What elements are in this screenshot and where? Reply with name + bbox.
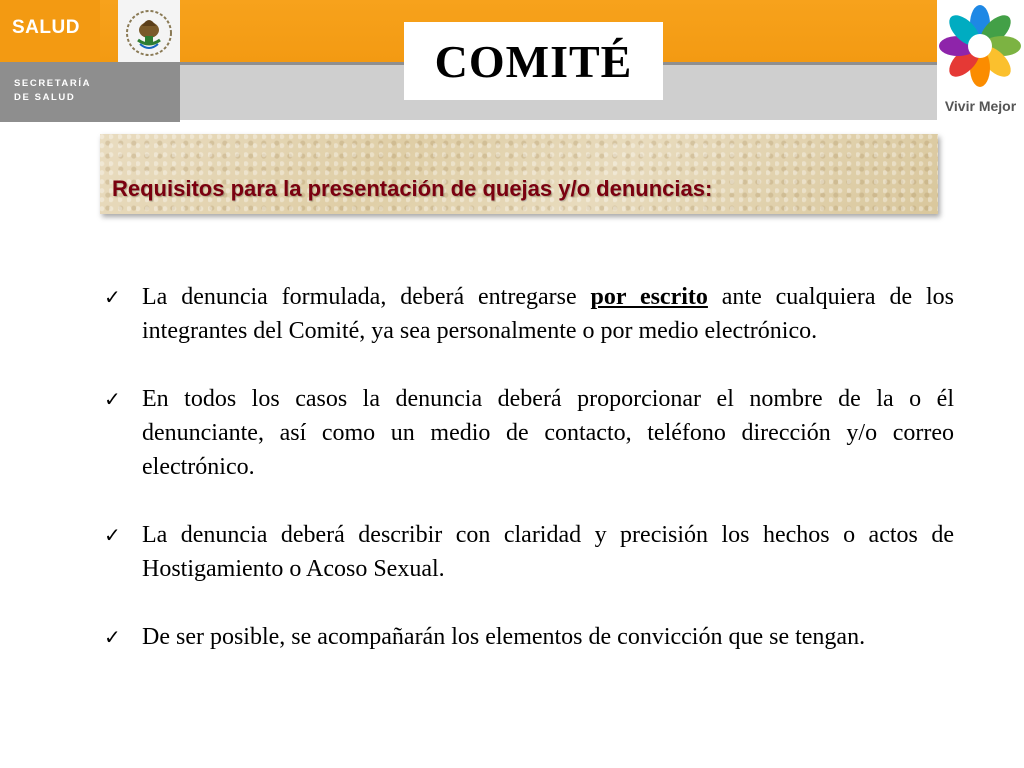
checkmark-icon: ✓ — [104, 387, 121, 411]
salud-logo — [0, 0, 100, 62]
checkmark-icon: ✓ — [104, 523, 121, 547]
bullet-2-text: En todos los casos la denuncia deberá proporcionar el nombre de la o él denunciante, así como un medio de contacto, teléfono dirección y/o correo electrónico. — [142, 386, 954, 480]
checkmark-icon: ✓ — [104, 625, 121, 649]
list-item — [104, 382, 954, 484]
bullet-1-pre: La denuncia formulada, deberá entregarse — [142, 284, 591, 310]
vivir-mejor-label: Vivir Mejor — [944, 98, 1017, 114]
bullet-4-text: De ser posible, se acompañarán los elementos de convicción que se tengan. — [142, 624, 866, 650]
page-title: COMITÉ — [434, 35, 633, 87]
list-item — [104, 280, 954, 348]
salud-brand-text: SALUD — [12, 17, 80, 38]
mexican-coat-of-arms-icon — [118, 0, 180, 62]
department-line-2: DE SALUD — [14, 92, 76, 103]
vivir-mejor-flower-icon — [937, 0, 1024, 96]
list-item — [104, 518, 954, 586]
department-line-1: SECRETARÍA — [14, 78, 92, 89]
emblem-graphic — [118, 0, 180, 62]
subtitle-text: Requisitos para la presentación de quejas y/o denuncias: — [112, 176, 713, 201]
subtitle-banner — [100, 134, 938, 214]
requirements-list — [104, 280, 954, 654]
checkmark-icon: ✓ — [104, 285, 121, 309]
list-item — [104, 620, 954, 654]
bullet-3-text: La denuncia deberá describir con claridad y precisión los hechos o actos de Hostigamiento o Acoso Sexual. — [142, 522, 954, 582]
bullet-1-emphasis: por escrito — [590, 284, 708, 310]
bullet-1-post: ante cualquiera de los integrantes del Comité, ya sea personalmente o por medio electrónico. — [142, 284, 954, 344]
title-box — [404, 22, 663, 100]
secretaria-de-salud-box — [0, 62, 180, 122]
vivir-mejor-logo — [937, 0, 1024, 122]
